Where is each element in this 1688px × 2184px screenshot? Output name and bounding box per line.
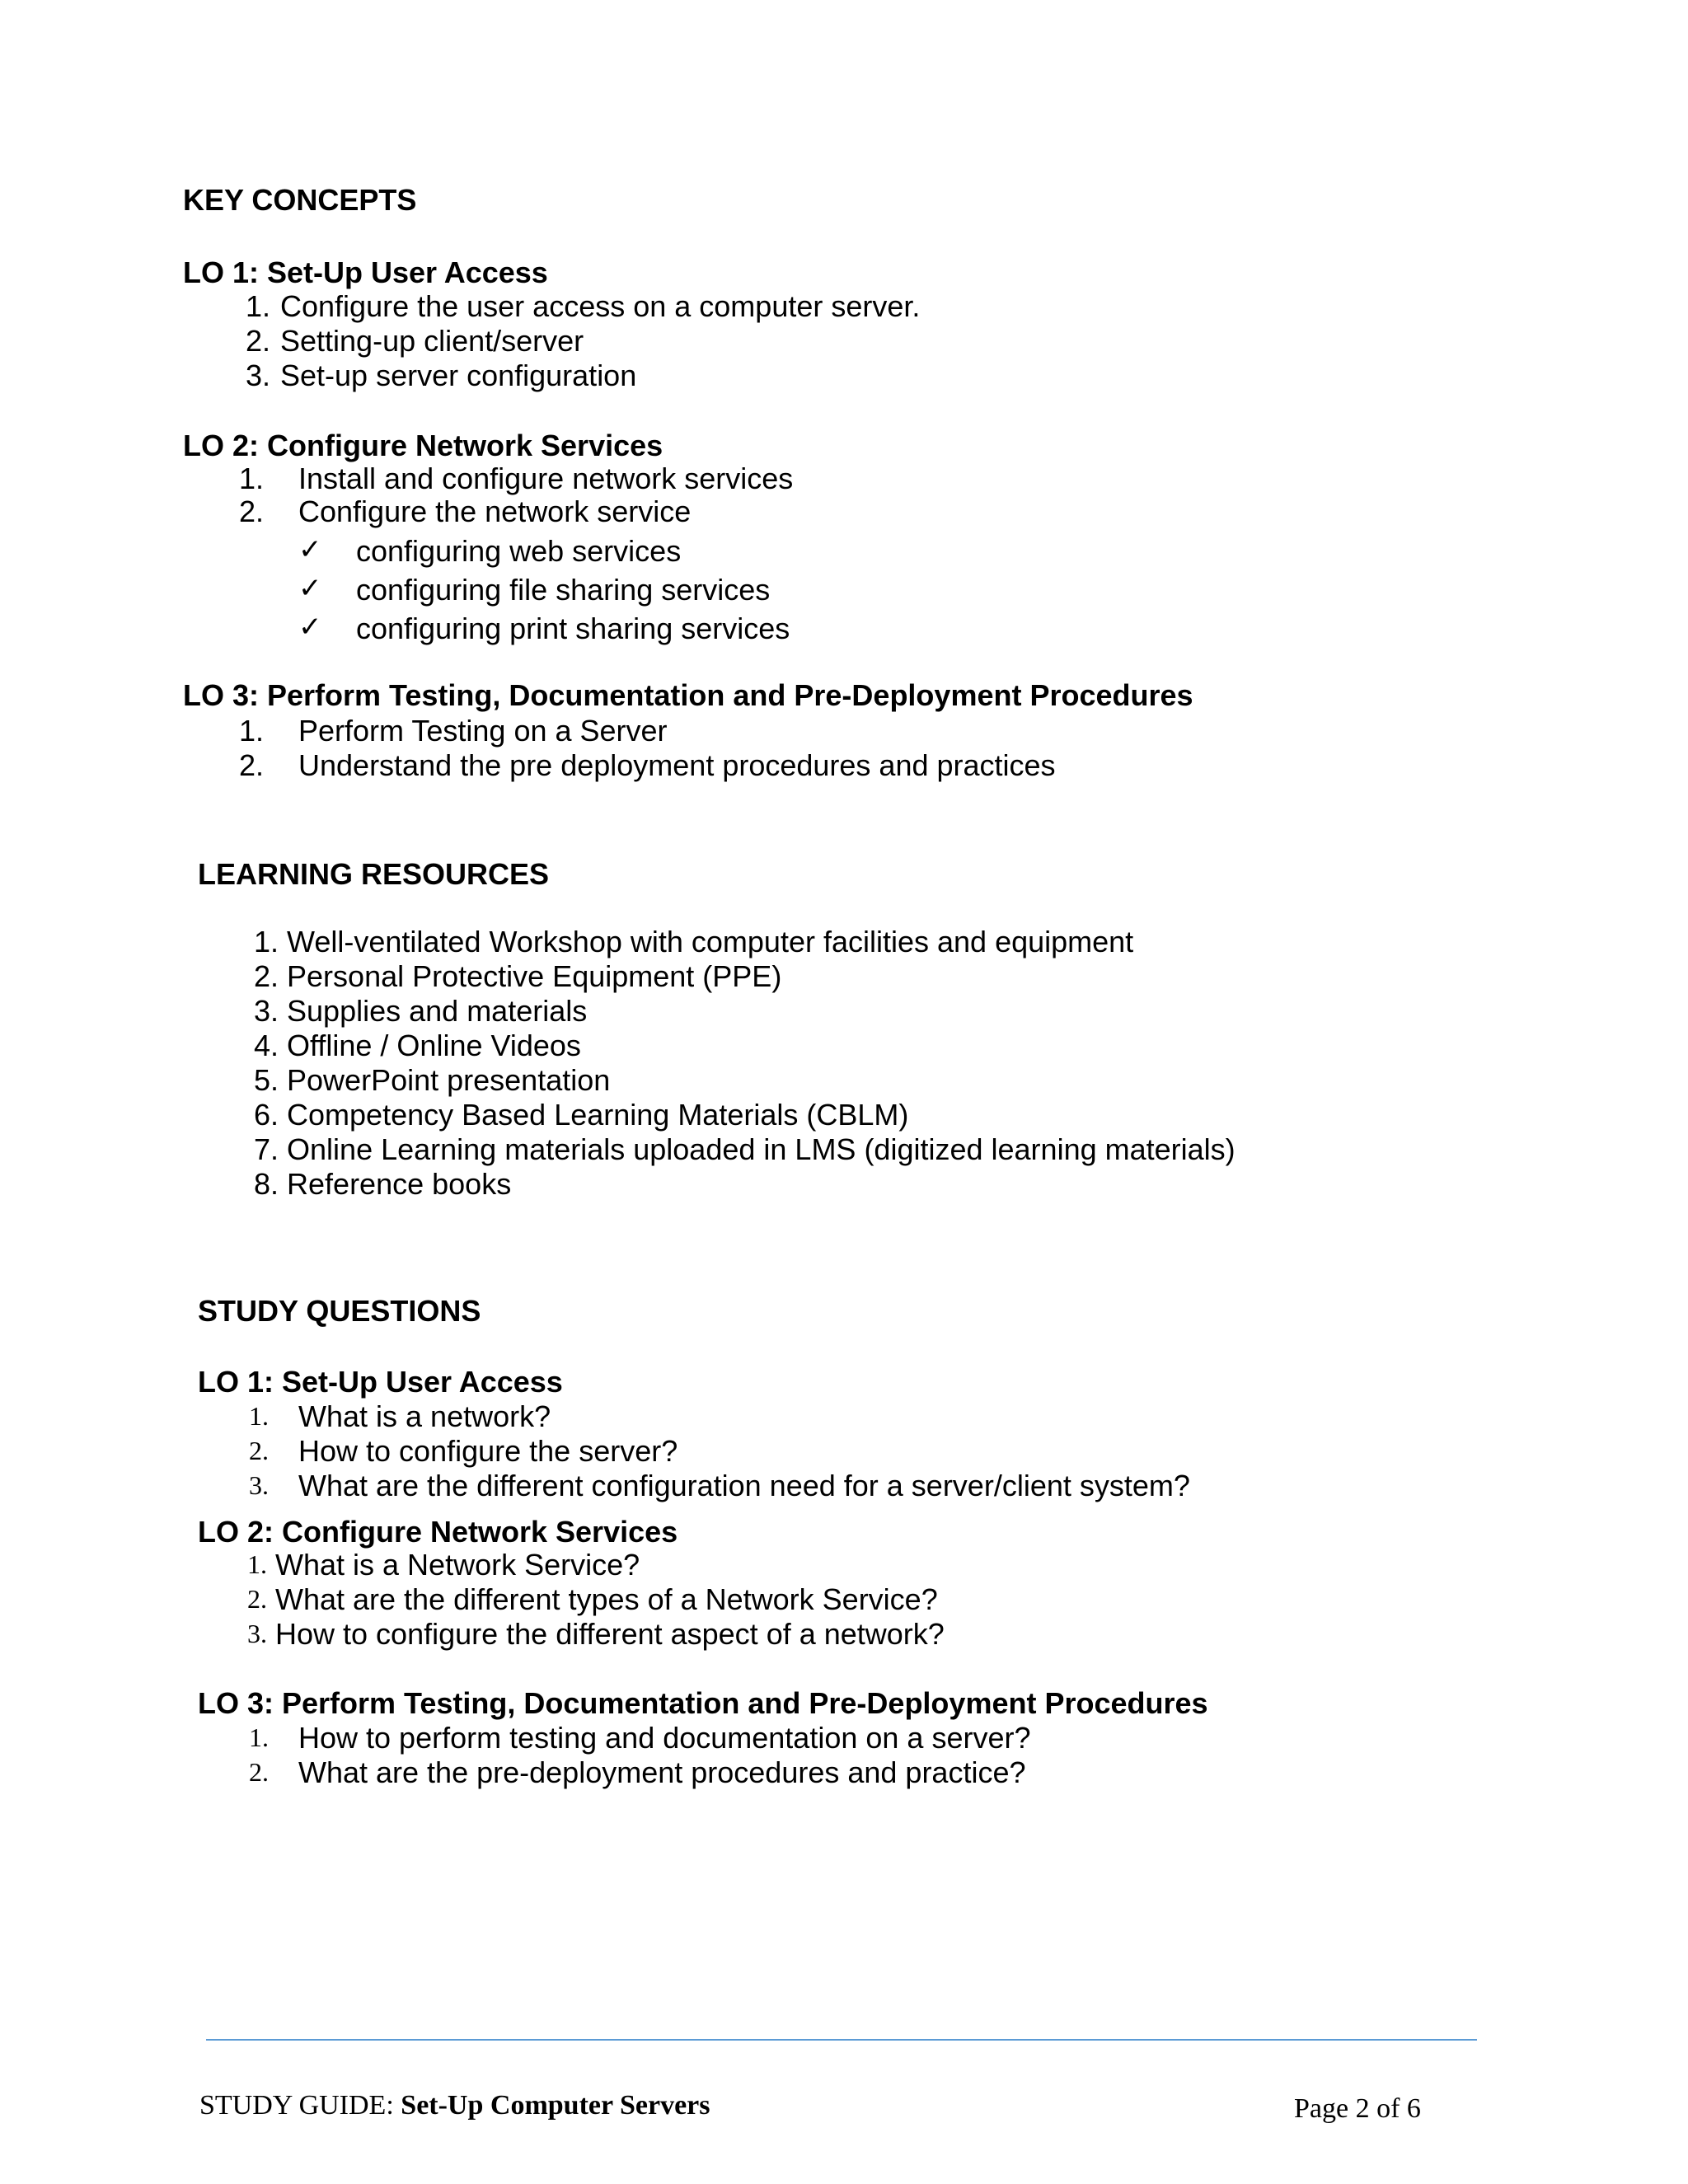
check-icon: ✓ [298, 533, 322, 566]
learning-resources-heading: LEARNING RESOURCES [198, 857, 550, 891]
list-item: Setting-up client/server [280, 324, 584, 358]
list-item: How to perform testing and documentation on a server? [298, 1721, 1031, 1755]
list-item-number: 2. [249, 1757, 269, 1787]
kc-lo3-title: LO 3: Perform Testing, Documentation and Pre-Deployment Procedures [183, 678, 1193, 712]
list-item-number: 2. [239, 748, 265, 782]
list-item-number: 1. [239, 462, 265, 495]
list-item: 6. Competency Based Learning Materials (CBLM) [254, 1098, 909, 1132]
list-item: Understand the pre deployment procedures and practices [298, 748, 1056, 782]
list-item-number: 2. [239, 494, 265, 528]
check-icon: ✓ [298, 611, 322, 644]
list-item: 7. Online Learning materials uploaded in LMS (digitized learning materials) [254, 1132, 1236, 1166]
study-questions-heading: STUDY QUESTIONS [198, 1294, 481, 1328]
list-item: What are the different configuration need for a server/client system? [298, 1469, 1190, 1502]
list-item-number: 1. [239, 714, 265, 748]
list-item-number: 1. [247, 1549, 267, 1579]
check-item: configuring print sharing services [356, 612, 790, 645]
list-item: How to configure the server? [298, 1434, 678, 1468]
list-item: What is a network? [298, 1399, 551, 1433]
list-item: 3. Supplies and materials [254, 994, 588, 1028]
list-item: 8. Reference books [254, 1167, 512, 1201]
check-item: configuring web services [356, 534, 682, 568]
sq-lo3-title: LO 3: Perform Testing, Documentation and Pre-Deployment Procedures [198, 1686, 1208, 1720]
list-item: Set-up server configuration [280, 359, 637, 392]
kc-lo1-title: LO 1: Set-Up User Access [183, 255, 548, 289]
page-number: Page 2 of 6 [1294, 2093, 1421, 2124]
list-item: What are the different types of a Network Service? [275, 1582, 938, 1616]
footer-guide-title [199, 2090, 710, 2121]
check-item: configuring file sharing services [356, 573, 771, 607]
list-item: What is a Network Service? [275, 1548, 640, 1582]
key-concepts-heading: KEY CONCEPTS [183, 183, 417, 217]
list-item: How to configure the different aspect of a network? [275, 1617, 945, 1651]
footer-rule [206, 2039, 1477, 2041]
list-item-number: 2. [247, 1584, 267, 1614]
list-item-number: 2. [246, 324, 271, 358]
list-item: Perform Testing on a Server [298, 714, 668, 748]
list-item-number: 1. [249, 1401, 269, 1431]
list-item: 2. Personal Protective Equipment (PPE) [254, 959, 782, 993]
list-item: 4. Offline / Online Videos [254, 1029, 581, 1062]
list-item: 5. PowerPoint presentation [254, 1063, 611, 1097]
list-item-number: 3. [246, 359, 271, 392]
list-item: Configure the user access on a computer server. [280, 289, 921, 323]
list-item-number: 3. [247, 1619, 267, 1648]
sq-lo2-title: LO 2: Configure Network Services [198, 1515, 678, 1549]
kc-lo2-title: LO 2: Configure Network Services [183, 429, 663, 462]
list-item-number: 2. [249, 1436, 269, 1465]
list-item-number: 3. [249, 1470, 269, 1500]
list-item: Configure the network service [298, 494, 692, 528]
list-item: 1. Well-ventilated Workshop with computer facilities and equipment [254, 925, 1134, 958]
check-icon: ✓ [298, 572, 322, 605]
footer-guide-label: STUDY GUIDE: [199, 2090, 401, 2121]
list-item-number: 1. [249, 1722, 269, 1752]
sq-lo1-title: LO 1: Set-Up User Access [198, 1365, 563, 1399]
list-item: Install and configure network services [298, 462, 794, 495]
list-item-number: 1. [246, 289, 271, 323]
list-item: What are the pre-deployment procedures and practice? [298, 1755, 1026, 1789]
footer-guide-name: Set-Up Computer Servers [401, 2090, 710, 2121]
